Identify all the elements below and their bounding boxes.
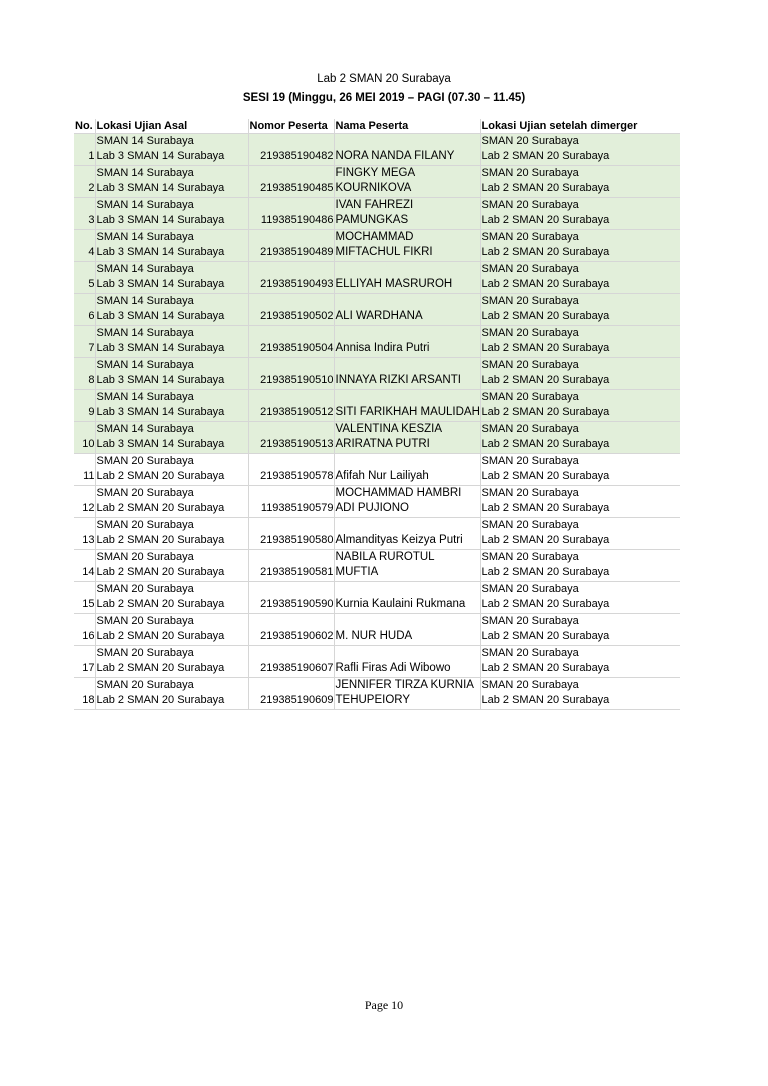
row-number-cell <box>74 358 95 390</box>
lokasi-setelah-cell <box>480 678 680 710</box>
lokasi-setelah-lab: Lab 2 SMAN 20 Surabaya <box>481 662 610 674</box>
table-row <box>74 518 680 550</box>
nama-peserta: Annisa Indira Putri <box>335 342 430 354</box>
lokasi-asal-cell <box>95 294 248 326</box>
row-number-cell <box>74 550 95 582</box>
lokasi-asal-cell <box>95 198 248 230</box>
nomor-peserta-cell <box>248 582 334 614</box>
lokasi-asal-school: SMAN 14 Surabaya <box>96 327 194 339</box>
lokasi-asal-cell <box>95 134 248 166</box>
lokasi-asal-lab: Lab 3 SMAN 14 Surabaya <box>96 150 225 162</box>
lokasi-setelah-cell <box>480 422 680 454</box>
row-number-cell <box>74 518 95 550</box>
column-header-nomor-peserta: Nomor Peserta <box>248 119 334 134</box>
nama-peserta: INNAYA RIZKI ARSANTI <box>335 374 461 386</box>
row-number-cell <box>74 134 95 166</box>
lokasi-setelah-school: SMAN 20 Surabaya <box>481 423 579 435</box>
nama-peserta-line-2: PAMUNGKAS <box>335 214 409 226</box>
nama-peserta: Afifah Nur Lailiyah <box>335 470 429 482</box>
row-number: 5 <box>88 278 95 290</box>
lokasi-setelah-cell <box>480 550 680 582</box>
lokasi-setelah-cell <box>480 454 680 486</box>
session-subtitle: SESI 19 (Minggu, 26 MEI 2019 – PAGI (07.30 – 11.45) <box>242 92 526 104</box>
lokasi-setelah-cell <box>480 134 680 166</box>
table-row <box>74 422 680 454</box>
nama-peserta: ALI WARDHANA <box>335 310 423 322</box>
column-header-lokasi-setelah: Lokasi Ujian setelah dimerger <box>480 119 680 134</box>
nomor-peserta-cell <box>248 358 334 390</box>
nomor-peserta: 219385190602 <box>260 630 334 642</box>
nama-peserta-line-2: MIFTACHUL FIKRI <box>335 246 433 258</box>
nomor-peserta-cell <box>248 262 334 294</box>
lokasi-setelah-school: SMAN 20 Surabaya <box>481 391 579 403</box>
nomor-peserta: 119385190486 <box>260 214 334 226</box>
lokasi-asal-school: SMAN 14 Surabaya <box>96 167 194 179</box>
lokasi-asal-lab: Lab 3 SMAN 14 Surabaya <box>96 310 225 322</box>
lokasi-setelah-school: SMAN 20 Surabaya <box>481 551 579 563</box>
lokasi-setelah-lab: Lab 2 SMAN 20 Surabaya <box>481 406 610 418</box>
nama-peserta: Rafli Firas Adi Wibowo <box>335 662 451 674</box>
nama-peserta: Kurnia Kaulaini Rukmana <box>335 598 466 610</box>
lokasi-setelah-school: SMAN 20 Surabaya <box>481 231 579 243</box>
nama-peserta-line-2: ADI PUJIONO <box>335 502 409 514</box>
lokasi-setelah-cell <box>480 486 680 518</box>
row-number: 10 <box>82 438 95 450</box>
nomor-peserta-cell <box>248 646 334 678</box>
lokasi-asal-school: SMAN 20 Surabaya <box>96 551 194 563</box>
lokasi-asal-lab: Lab 3 SMAN 14 Surabaya <box>96 246 225 258</box>
lokasi-asal-lab: Lab 3 SMAN 14 Surabaya <box>96 438 225 450</box>
lokasi-asal-lab: Lab 3 SMAN 14 Surabaya <box>96 182 225 194</box>
nomor-peserta-cell <box>248 294 334 326</box>
lokasi-setelah-lab: Lab 2 SMAN 20 Surabaya <box>481 374 610 386</box>
lokasi-asal-school: SMAN 14 Surabaya <box>96 199 194 211</box>
lokasi-asal-school: SMAN 20 Surabaya <box>96 647 194 659</box>
nama-peserta-line-1: MOCHAMMAD HAMBRI <box>335 487 462 499</box>
lokasi-setelah-school: SMAN 20 Surabaya <box>481 519 579 531</box>
table-row <box>74 614 680 646</box>
nama-peserta-line-1: NABILA RUROTUL <box>335 551 435 563</box>
lokasi-setelah-cell <box>480 294 680 326</box>
nama-peserta-cell <box>334 646 480 678</box>
table-row <box>74 294 680 326</box>
nama-peserta-cell <box>334 134 480 166</box>
row-number: 3 <box>88 214 95 226</box>
lokasi-setelah-lab: Lab 2 SMAN 20 Surabaya <box>481 214 610 226</box>
nomor-peserta: 219385190502 <box>260 310 334 322</box>
nama-peserta-cell <box>334 678 480 710</box>
table-row <box>74 646 680 678</box>
lokasi-asal-cell <box>95 582 248 614</box>
row-number: 1 <box>88 150 95 162</box>
row-number: 17 <box>82 662 95 674</box>
lokasi-asal-cell <box>95 486 248 518</box>
lokasi-setelah-school: SMAN 20 Surabaya <box>481 167 579 179</box>
row-number: 12 <box>82 502 95 514</box>
nama-peserta-cell <box>334 230 480 262</box>
lokasi-asal-lab: Lab 2 SMAN 20 Surabaya <box>96 470 225 482</box>
nama-peserta-line-1: FINGKY MEGA <box>335 167 416 179</box>
nama-peserta-cell <box>334 166 480 198</box>
lokasi-asal-lab: Lab 3 SMAN 14 Surabaya <box>96 278 225 290</box>
lokasi-asal-cell <box>95 166 248 198</box>
nama-peserta-cell <box>334 358 480 390</box>
nama-peserta: ELLIYAH MASRUROH <box>335 278 453 290</box>
row-number: 15 <box>82 598 95 610</box>
row-number-cell <box>74 166 95 198</box>
nama-peserta-line-2: ARIRATNA PUTRI <box>335 438 430 450</box>
lokasi-setelah-school: SMAN 20 Surabaya <box>481 359 579 371</box>
lokasi-setelah-lab: Lab 2 SMAN 20 Surabaya <box>481 342 610 354</box>
nomor-peserta: 219385190590 <box>260 598 334 610</box>
nomor-peserta-cell <box>248 678 334 710</box>
lokasi-setelah-lab: Lab 2 SMAN 20 Surabaya <box>481 694 610 706</box>
lokasi-asal-cell <box>95 518 248 550</box>
table-row <box>74 390 680 422</box>
nomor-peserta-cell <box>248 326 334 358</box>
lokasi-asal-cell <box>95 550 248 582</box>
row-number-cell <box>74 454 95 486</box>
lokasi-setelah-cell <box>480 230 680 262</box>
lokasi-asal-cell <box>95 326 248 358</box>
lokasi-setelah-school: SMAN 20 Surabaya <box>481 487 579 499</box>
row-number-cell <box>74 198 95 230</box>
row-number-cell <box>74 326 95 358</box>
lokasi-asal-cell <box>95 358 248 390</box>
lokasi-setelah-cell <box>480 198 680 230</box>
lokasi-asal-school: SMAN 20 Surabaya <box>96 519 194 531</box>
lokasi-asal-school: SMAN 14 Surabaya <box>96 391 194 403</box>
lokasi-asal-lab: Lab 3 SMAN 14 Surabaya <box>96 406 225 418</box>
nomor-peserta: 219385190493 <box>260 278 334 290</box>
table-row <box>74 230 680 262</box>
column-header-no: No. <box>74 119 95 134</box>
lokasi-setelah-school: SMAN 20 Surabaya <box>481 647 579 659</box>
lokasi-setelah-cell <box>480 262 680 294</box>
row-number: 16 <box>82 630 95 642</box>
table-row <box>74 198 680 230</box>
table-row <box>74 358 680 390</box>
lokasi-setelah-lab: Lab 2 SMAN 20 Surabaya <box>481 310 610 322</box>
nama-peserta-cell <box>334 422 480 454</box>
row-number: 18 <box>82 694 95 706</box>
lokasi-setelah-lab: Lab 2 SMAN 20 Surabaya <box>481 630 610 642</box>
nomor-peserta: 219385190489 <box>260 246 334 258</box>
page-number: Page 10 <box>364 998 404 1012</box>
nama-peserta-cell <box>334 518 480 550</box>
lokasi-asal-cell <box>95 646 248 678</box>
row-number: 9 <box>88 406 95 418</box>
nama-peserta-cell <box>334 390 480 422</box>
nomor-peserta: 219385190510 <box>260 374 334 386</box>
row-number: 13 <box>82 534 95 546</box>
lokasi-asal-cell <box>95 678 248 710</box>
lokasi-asal-lab: Lab 2 SMAN 20 Surabaya <box>96 598 225 610</box>
lokasi-setelah-cell <box>480 358 680 390</box>
lokasi-asal-school: SMAN 14 Surabaya <box>96 295 194 307</box>
lokasi-asal-cell <box>95 614 248 646</box>
nama-peserta-cell <box>334 262 480 294</box>
lokasi-setelah-cell <box>480 166 680 198</box>
table-row <box>74 262 680 294</box>
nama-peserta-cell <box>334 454 480 486</box>
row-number-cell <box>74 582 95 614</box>
nomor-peserta-cell <box>248 134 334 166</box>
nama-peserta-line-1: JENNIFER TIRZA KURNIA <box>335 679 474 691</box>
nama-peserta-cell <box>334 486 480 518</box>
row-number-cell <box>74 486 95 518</box>
nama-peserta-line-1: IVAN FAHREZI <box>335 199 414 211</box>
lokasi-asal-school: SMAN 20 Surabaya <box>96 679 194 691</box>
nomor-peserta-cell <box>248 230 334 262</box>
lokasi-setelah-cell <box>480 582 680 614</box>
lokasi-setelah-lab: Lab 2 SMAN 20 Surabaya <box>481 246 610 258</box>
column-header-lokasi-asal: Lokasi Ujian Asal <box>95 119 248 134</box>
nomor-peserta-cell <box>248 422 334 454</box>
lokasi-asal-lab: Lab 3 SMAN 14 Surabaya <box>96 374 225 386</box>
row-number-cell <box>74 646 95 678</box>
nomor-peserta-cell <box>248 198 334 230</box>
lokasi-setelah-school: SMAN 20 Surabaya <box>481 135 579 147</box>
lokasi-setelah-lab: Lab 2 SMAN 20 Surabaya <box>481 278 610 290</box>
lokasi-setelah-lab: Lab 2 SMAN 20 Surabaya <box>481 598 610 610</box>
lokasi-setelah-cell <box>480 614 680 646</box>
table-row <box>74 326 680 358</box>
lokasi-setelah-lab: Lab 2 SMAN 20 Surabaya <box>481 502 610 514</box>
nomor-peserta-cell <box>248 166 334 198</box>
nomor-peserta: 119385190579 <box>260 502 334 514</box>
lokasi-asal-lab: Lab 2 SMAN 20 Surabaya <box>96 534 225 546</box>
nomor-peserta-cell <box>248 550 334 582</box>
table-row <box>74 678 680 710</box>
table-row <box>74 550 680 582</box>
nomor-peserta: 219385190513 <box>260 438 334 450</box>
nomor-peserta-cell <box>248 614 334 646</box>
nomor-peserta: 219385190504 <box>260 342 334 354</box>
document-title: Lab 2 SMAN 20 Surabaya <box>317 73 451 85</box>
nomor-peserta-cell <box>248 518 334 550</box>
nomor-peserta-cell <box>248 454 334 486</box>
nomor-peserta: 219385190581 <box>260 566 334 578</box>
lokasi-asal-lab: Lab 3 SMAN 14 Surabaya <box>96 214 225 226</box>
nomor-peserta: 219385190482 <box>260 150 334 162</box>
row-number: 11 <box>83 470 95 482</box>
lokasi-asal-cell <box>95 230 248 262</box>
participant-table <box>74 119 680 710</box>
lokasi-setelah-lab: Lab 2 SMAN 20 Surabaya <box>481 566 610 578</box>
lokasi-asal-lab: Lab 2 SMAN 20 Surabaya <box>96 630 225 642</box>
lokasi-asal-lab: Lab 2 SMAN 20 Surabaya <box>96 502 225 514</box>
lokasi-asal-lab: Lab 2 SMAN 20 Surabaya <box>96 566 225 578</box>
nomor-peserta: 219385190580 <box>260 534 334 546</box>
nama-peserta-line-1: MOCHAMMAD <box>335 231 414 243</box>
nomor-peserta: 219385190609 <box>260 694 334 706</box>
lokasi-setelah-school: SMAN 20 Surabaya <box>481 455 579 467</box>
nama-peserta-line-2: TEHUPEIORY <box>335 694 411 706</box>
row-number: 7 <box>88 342 95 354</box>
row-number-cell <box>74 294 95 326</box>
nama-peserta-line-1: VALENTINA KESZIA <box>335 423 443 435</box>
table-row <box>74 454 680 486</box>
lokasi-setelah-school: SMAN 20 Surabaya <box>481 199 579 211</box>
lokasi-asal-school: SMAN 20 Surabaya <box>96 583 194 595</box>
lokasi-asal-school: SMAN 14 Surabaya <box>96 231 194 243</box>
nama-peserta-cell <box>334 294 480 326</box>
lokasi-asal-school: SMAN 20 Surabaya <box>96 487 194 499</box>
lokasi-asal-lab: Lab 2 SMAN 20 Surabaya <box>96 694 225 706</box>
nama-peserta-cell <box>334 326 480 358</box>
nomor-peserta: 219385190607 <box>260 662 334 674</box>
nama-peserta-cell <box>334 198 480 230</box>
lokasi-setelah-lab: Lab 2 SMAN 20 Surabaya <box>481 150 610 162</box>
lokasi-setelah-cell <box>480 518 680 550</box>
nomor-peserta: 219385190485 <box>260 182 334 194</box>
lokasi-setelah-lab: Lab 2 SMAN 20 Surabaya <box>481 534 610 546</box>
row-number-cell <box>74 230 95 262</box>
row-number-cell <box>74 614 95 646</box>
lokasi-asal-lab: Lab 2 SMAN 20 Surabaya <box>96 662 225 674</box>
row-number-cell <box>74 262 95 294</box>
table-row <box>74 166 680 198</box>
row-number: 4 <box>88 246 95 258</box>
nama-peserta: M. NUR HUDA <box>335 630 413 642</box>
table-header-row <box>74 119 680 134</box>
lokasi-setelah-lab: Lab 2 SMAN 20 Surabaya <box>481 470 610 482</box>
nama-peserta-cell <box>334 582 480 614</box>
lokasi-asal-cell <box>95 390 248 422</box>
lokasi-asal-school: SMAN 20 Surabaya <box>96 615 194 627</box>
lokasi-asal-cell <box>95 422 248 454</box>
nama-peserta: Almandityas Keizya Putri <box>335 534 463 546</box>
lokasi-asal-school: SMAN 14 Surabaya <box>96 359 194 371</box>
row-number: 8 <box>88 374 95 386</box>
nomor-peserta-cell <box>248 390 334 422</box>
lokasi-asal-school: SMAN 14 Surabaya <box>96 263 194 275</box>
row-number-cell <box>74 390 95 422</box>
lokasi-setelah-cell <box>480 390 680 422</box>
lokasi-asal-school: SMAN 14 Surabaya <box>96 423 194 435</box>
lokasi-setelah-school: SMAN 20 Surabaya <box>481 679 579 691</box>
lokasi-asal-school: SMAN 14 Surabaya <box>96 135 194 147</box>
lokasi-asal-cell <box>95 454 248 486</box>
nama-peserta-line-2: KOURNIKOVA <box>335 182 412 194</box>
table-row <box>74 582 680 614</box>
lokasi-setelah-school: SMAN 20 Surabaya <box>481 263 579 275</box>
lokasi-setelah-school: SMAN 20 Surabaya <box>481 295 579 307</box>
column-header-nama-peserta: Nama Peserta <box>334 119 480 134</box>
row-number-cell <box>74 422 95 454</box>
lokasi-setelah-school: SMAN 20 Surabaya <box>481 327 579 339</box>
nama-peserta-line-2: MUFTIA <box>335 566 379 578</box>
lokasi-setelah-lab: Lab 2 SMAN 20 Surabaya <box>481 438 610 450</box>
lokasi-setelah-cell <box>480 326 680 358</box>
lokasi-asal-cell <box>95 262 248 294</box>
lokasi-asal-school: SMAN 20 Surabaya <box>96 455 194 467</box>
table-row <box>74 134 680 166</box>
nama-peserta: SITI FARIKHAH MAULIDAH <box>335 406 480 418</box>
table-row <box>74 486 680 518</box>
row-number: 14 <box>82 566 95 578</box>
nomor-peserta: 219385190578 <box>260 470 334 482</box>
nomor-peserta: 219385190512 <box>260 406 334 418</box>
row-number: 2 <box>88 182 95 194</box>
lokasi-asal-lab: Lab 3 SMAN 14 Surabaya <box>96 342 225 354</box>
lokasi-setelah-lab: Lab 2 SMAN 20 Surabaya <box>481 182 610 194</box>
lokasi-setelah-school: SMAN 20 Surabaya <box>481 615 579 627</box>
row-number: 6 <box>88 310 95 322</box>
lokasi-setelah-school: SMAN 20 Surabaya <box>481 583 579 595</box>
nama-peserta-cell <box>334 614 480 646</box>
nama-peserta-cell <box>334 550 480 582</box>
lokasi-setelah-cell <box>480 646 680 678</box>
row-number-cell <box>74 678 95 710</box>
nama-peserta: NORA NANDA FILANY <box>335 150 455 162</box>
nomor-peserta-cell <box>248 486 334 518</box>
